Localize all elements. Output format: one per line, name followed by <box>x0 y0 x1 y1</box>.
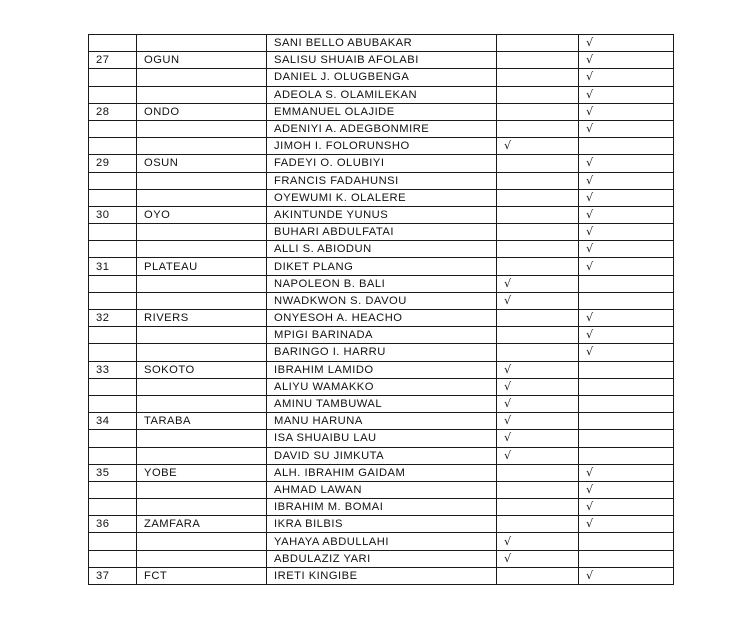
row-number-cell: 36 <box>89 516 137 533</box>
party-check-cell-2: √ <box>579 344 674 361</box>
party-check-cell-1: √ <box>497 430 579 447</box>
state-cell: FCT <box>137 567 267 584</box>
senator-name-cell: BUHARI ABDULFATAI <box>267 224 497 241</box>
state-cell <box>137 138 267 155</box>
state-cell <box>137 327 267 344</box>
table-row <box>89 567 674 584</box>
row-number-cell <box>89 481 137 498</box>
table-row <box>89 275 674 292</box>
party-check-cell-2: √ <box>579 206 674 223</box>
party-check-cell-1 <box>497 52 579 69</box>
senator-name-cell: YAHAYA ABDULLAHI <box>267 533 497 550</box>
state-cell: TARABA <box>137 413 267 430</box>
party-check-cell-1 <box>497 344 579 361</box>
row-number-cell <box>89 275 137 292</box>
party-check-cell-2: √ <box>579 35 674 52</box>
senator-name-cell: DIKET PLANG <box>267 258 497 275</box>
row-number-cell <box>89 189 137 206</box>
state-cell: RIVERS <box>137 310 267 327</box>
party-check-cell-2: √ <box>579 120 674 137</box>
party-check-cell-2: √ <box>579 172 674 189</box>
row-number-cell <box>89 395 137 412</box>
party-check-cell-2: √ <box>579 189 674 206</box>
party-check-cell-1: √ <box>497 138 579 155</box>
party-check-cell-1: √ <box>497 550 579 567</box>
row-number-cell: 33 <box>89 361 137 378</box>
party-check-cell-1 <box>497 35 579 52</box>
row-number-cell <box>89 378 137 395</box>
state-cell: ZAMFARA <box>137 516 267 533</box>
row-number-cell <box>89 430 137 447</box>
party-check-cell-1 <box>497 327 579 344</box>
party-check-cell-2 <box>579 275 674 292</box>
party-check-cell-1 <box>497 155 579 172</box>
state-cell <box>137 275 267 292</box>
row-number-cell <box>89 35 137 52</box>
party-check-cell-1: √ <box>497 395 579 412</box>
state-cell <box>137 550 267 567</box>
row-number-cell <box>89 69 137 86</box>
state-cell <box>137 395 267 412</box>
party-check-cell-2: √ <box>579 310 674 327</box>
party-check-cell-1 <box>497 224 579 241</box>
state-cell <box>137 344 267 361</box>
state-cell <box>137 430 267 447</box>
party-check-cell-2: √ <box>579 258 674 275</box>
table-row <box>89 310 674 327</box>
state-cell <box>137 378 267 395</box>
senator-name-cell: ADENIYI A. ADEGBONMIRE <box>267 120 497 137</box>
senator-name-cell: ONYESOH A. HEACHO <box>267 310 497 327</box>
party-check-cell-1 <box>497 69 579 86</box>
table-row <box>89 69 674 86</box>
senator-name-cell: IRETI KINGIBE <box>267 567 497 584</box>
table-row <box>89 241 674 258</box>
row-number-cell <box>89 138 137 155</box>
table-row <box>89 224 674 241</box>
table-row <box>89 550 674 567</box>
row-number-cell <box>89 447 137 464</box>
party-check-cell-2 <box>579 138 674 155</box>
party-check-cell-1 <box>497 310 579 327</box>
table-row <box>89 499 674 516</box>
table-row <box>89 447 674 464</box>
state-cell <box>137 499 267 516</box>
table-row <box>89 378 674 395</box>
senator-name-cell: ALH. IBRAHIM GAIDAM <box>267 464 497 481</box>
party-check-cell-2: √ <box>579 86 674 103</box>
party-check-cell-2: √ <box>579 69 674 86</box>
senator-name-cell: MANU HARUNA <box>267 413 497 430</box>
senator-name-cell: BARINGO I. HARRU <box>267 344 497 361</box>
party-check-cell-1 <box>497 206 579 223</box>
party-check-cell-2 <box>579 413 674 430</box>
row-number-cell <box>89 86 137 103</box>
state-cell: SOKOTO <box>137 361 267 378</box>
senator-name-cell: OYEWUMI K. OLALERE <box>267 189 497 206</box>
state-cell <box>137 533 267 550</box>
state-cell <box>137 69 267 86</box>
table-row <box>89 172 674 189</box>
state-cell <box>137 172 267 189</box>
party-check-cell-2 <box>579 447 674 464</box>
row-number-cell <box>89 120 137 137</box>
party-check-cell-1 <box>497 464 579 481</box>
senator-name-cell: IBRAHIM LAMIDO <box>267 361 497 378</box>
senator-name-cell: NWADKWON S. DAVOU <box>267 292 497 309</box>
party-check-cell-1 <box>497 516 579 533</box>
state-cell <box>137 189 267 206</box>
state-cell <box>137 86 267 103</box>
senator-name-cell: FRANCIS FADAHUNSI <box>267 172 497 189</box>
row-number-cell <box>89 327 137 344</box>
party-check-cell-1: √ <box>497 292 579 309</box>
row-number-cell: 29 <box>89 155 137 172</box>
state-cell <box>137 481 267 498</box>
state-cell <box>137 120 267 137</box>
senator-name-cell: ABDULAZIZ YARI <box>267 550 497 567</box>
party-check-cell-1: √ <box>497 413 579 430</box>
party-check-cell-2: √ <box>579 567 674 584</box>
row-number-cell: 28 <box>89 103 137 120</box>
table-row <box>89 52 674 69</box>
party-check-cell-2 <box>579 378 674 395</box>
row-number-cell: 31 <box>89 258 137 275</box>
state-cell: OYO <box>137 206 267 223</box>
table-row <box>89 516 674 533</box>
party-check-cell-1: √ <box>497 275 579 292</box>
row-number-cell <box>89 533 137 550</box>
senator-name-cell: AKINTUNDE YUNUS <box>267 206 497 223</box>
row-number-cell <box>89 344 137 361</box>
party-check-cell-1: √ <box>497 361 579 378</box>
row-number-cell <box>89 499 137 516</box>
table-row <box>89 430 674 447</box>
table-row <box>89 35 674 52</box>
table-row <box>89 155 674 172</box>
party-check-cell-1: √ <box>497 378 579 395</box>
state-cell <box>137 292 267 309</box>
senators-table <box>88 34 674 585</box>
row-number-cell: 37 <box>89 567 137 584</box>
senator-name-cell: DAVID SU JIMKUTA <box>267 447 497 464</box>
row-number-cell: 35 <box>89 464 137 481</box>
table-row <box>89 292 674 309</box>
state-cell: OSUN <box>137 155 267 172</box>
party-check-cell-1 <box>497 120 579 137</box>
party-check-cell-1 <box>497 499 579 516</box>
senator-name-cell: ISA SHUAIBU LAU <box>267 430 497 447</box>
party-check-cell-1: √ <box>497 533 579 550</box>
senators-table-body <box>89 35 674 585</box>
table-row <box>89 206 674 223</box>
table-row <box>89 189 674 206</box>
senator-name-cell: DANIEL J. OLUGBENGA <box>267 69 497 86</box>
state-cell <box>137 241 267 258</box>
party-check-cell-2: √ <box>579 103 674 120</box>
party-check-cell-1 <box>497 189 579 206</box>
row-number-cell: 34 <box>89 413 137 430</box>
party-check-cell-2: √ <box>579 481 674 498</box>
senator-name-cell: ALLI S. ABIODUN <box>267 241 497 258</box>
state-cell <box>137 35 267 52</box>
senator-name-cell: SALISU SHUAIB AFOLABI <box>267 52 497 69</box>
party-check-cell-2 <box>579 395 674 412</box>
row-number-cell: 30 <box>89 206 137 223</box>
senator-name-cell: ALIYU WAMAKKO <box>267 378 497 395</box>
party-check-cell-2: √ <box>579 464 674 481</box>
party-check-cell-2: √ <box>579 499 674 516</box>
row-number-cell <box>89 550 137 567</box>
table-row <box>89 464 674 481</box>
senator-name-cell: AMINU TAMBUWAL <box>267 395 497 412</box>
senator-name-cell: FADEYI O. OLUBIYI <box>267 155 497 172</box>
party-check-cell-1 <box>497 103 579 120</box>
row-number-cell <box>89 241 137 258</box>
state-cell: YOBE <box>137 464 267 481</box>
senator-name-cell: JIMOH I. FOLORUNSHO <box>267 138 497 155</box>
row-number-cell <box>89 224 137 241</box>
row-number-cell <box>89 172 137 189</box>
party-check-cell-2: √ <box>579 52 674 69</box>
party-check-cell-2: √ <box>579 327 674 344</box>
state-cell: ONDO <box>137 103 267 120</box>
row-number-cell: 32 <box>89 310 137 327</box>
senator-name-cell: IBRAHIM M. BOMAI <box>267 499 497 516</box>
senator-name-cell: AHMAD LAWAN <box>267 481 497 498</box>
party-check-cell-1 <box>497 567 579 584</box>
party-check-cell-2: √ <box>579 224 674 241</box>
state-cell: OGUN <box>137 52 267 69</box>
party-check-cell-1 <box>497 86 579 103</box>
senator-name-cell: SANI BELLO ABUBAKAR <box>267 35 497 52</box>
party-check-cell-2 <box>579 430 674 447</box>
party-check-cell-1 <box>497 258 579 275</box>
party-check-cell-2 <box>579 550 674 567</box>
party-check-cell-1 <box>497 241 579 258</box>
party-check-cell-1 <box>497 172 579 189</box>
party-check-cell-1: √ <box>497 447 579 464</box>
table-row <box>89 120 674 137</box>
party-check-cell-2: √ <box>579 516 674 533</box>
party-check-cell-2: √ <box>579 241 674 258</box>
table-row <box>89 481 674 498</box>
party-check-cell-2 <box>579 361 674 378</box>
state-cell <box>137 447 267 464</box>
senator-name-cell: NAPOLEON B. BALI <box>267 275 497 292</box>
row-number-cell: 27 <box>89 52 137 69</box>
table-row <box>89 533 674 550</box>
table-row <box>89 395 674 412</box>
senator-name-cell: ADEOLA S. OLAMILEKAN <box>267 86 497 103</box>
party-check-cell-1 <box>497 481 579 498</box>
table-row <box>89 258 674 275</box>
table-row <box>89 86 674 103</box>
party-check-cell-2 <box>579 292 674 309</box>
party-check-cell-2 <box>579 533 674 550</box>
senator-name-cell: IKRA BILBIS <box>267 516 497 533</box>
table-row <box>89 361 674 378</box>
party-check-cell-2: √ <box>579 155 674 172</box>
table-row <box>89 413 674 430</box>
table-row <box>89 327 674 344</box>
row-number-cell <box>89 292 137 309</box>
state-cell <box>137 224 267 241</box>
senator-name-cell: MPIGI BARINADA <box>267 327 497 344</box>
table-row <box>89 103 674 120</box>
state-cell: PLATEAU <box>137 258 267 275</box>
table-row <box>89 344 674 361</box>
table-row <box>89 138 674 155</box>
senator-name-cell: EMMANUEL OLAJIDE <box>267 103 497 120</box>
